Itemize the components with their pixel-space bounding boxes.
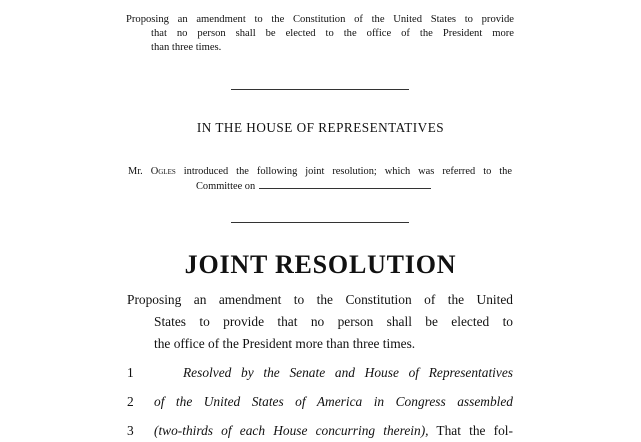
line-number: 2 <box>127 394 134 409</box>
resolution-text-italic: of the United States of America in Congress assembled <box>154 394 513 409</box>
header-caption-line-3: than three times. <box>151 42 222 53</box>
resolution-text-italic: Resolved by the Senate and House of Representatives <box>183 365 513 380</box>
resolution-text: That the fol- <box>428 423 513 438</box>
resolution-text-italic: (two-thirds of each House concurring therein), <box>154 423 429 438</box>
header-caption-line-1: Proposing an amendment to the Constitution of the United States to provide <box>126 14 514 25</box>
introduction-text: introduced the following joint resolution; which was referred to the <box>183 166 512 177</box>
purpose-statement <box>127 289 513 355</box>
resolution-line <box>127 362 513 384</box>
resolution-line <box>127 391 513 413</box>
document-title: JOINT RESOLUTION <box>184 250 457 279</box>
committee-label: Committee on <box>196 181 256 192</box>
divider-rule-bottom <box>231 222 409 223</box>
header-caption-line-2: that no person shall be elected to the office of the President more <box>151 28 514 39</box>
header-caption <box>126 13 514 55</box>
line-number: 3 <box>127 423 134 438</box>
divider-rule-top <box>231 89 409 90</box>
house-heading: IN THE HOUSE OF REPRESENTATIVES <box>196 120 445 135</box>
line-number: 1 <box>127 365 134 380</box>
committee-blank-line <box>259 179 431 189</box>
introduction-statement <box>128 165 512 194</box>
sponsor-name: Ogles <box>150 166 176 177</box>
sponsor-prefix: Mr. <box>128 166 143 177</box>
purpose-line-2: States to provide that no person shall be elected to <box>154 314 513 329</box>
purpose-line-3: the office of the President more than three times. <box>154 336 416 351</box>
purpose-line-1: Proposing an amendment to the Constitution of the United <box>127 292 513 307</box>
resolution-line <box>127 420 513 442</box>
